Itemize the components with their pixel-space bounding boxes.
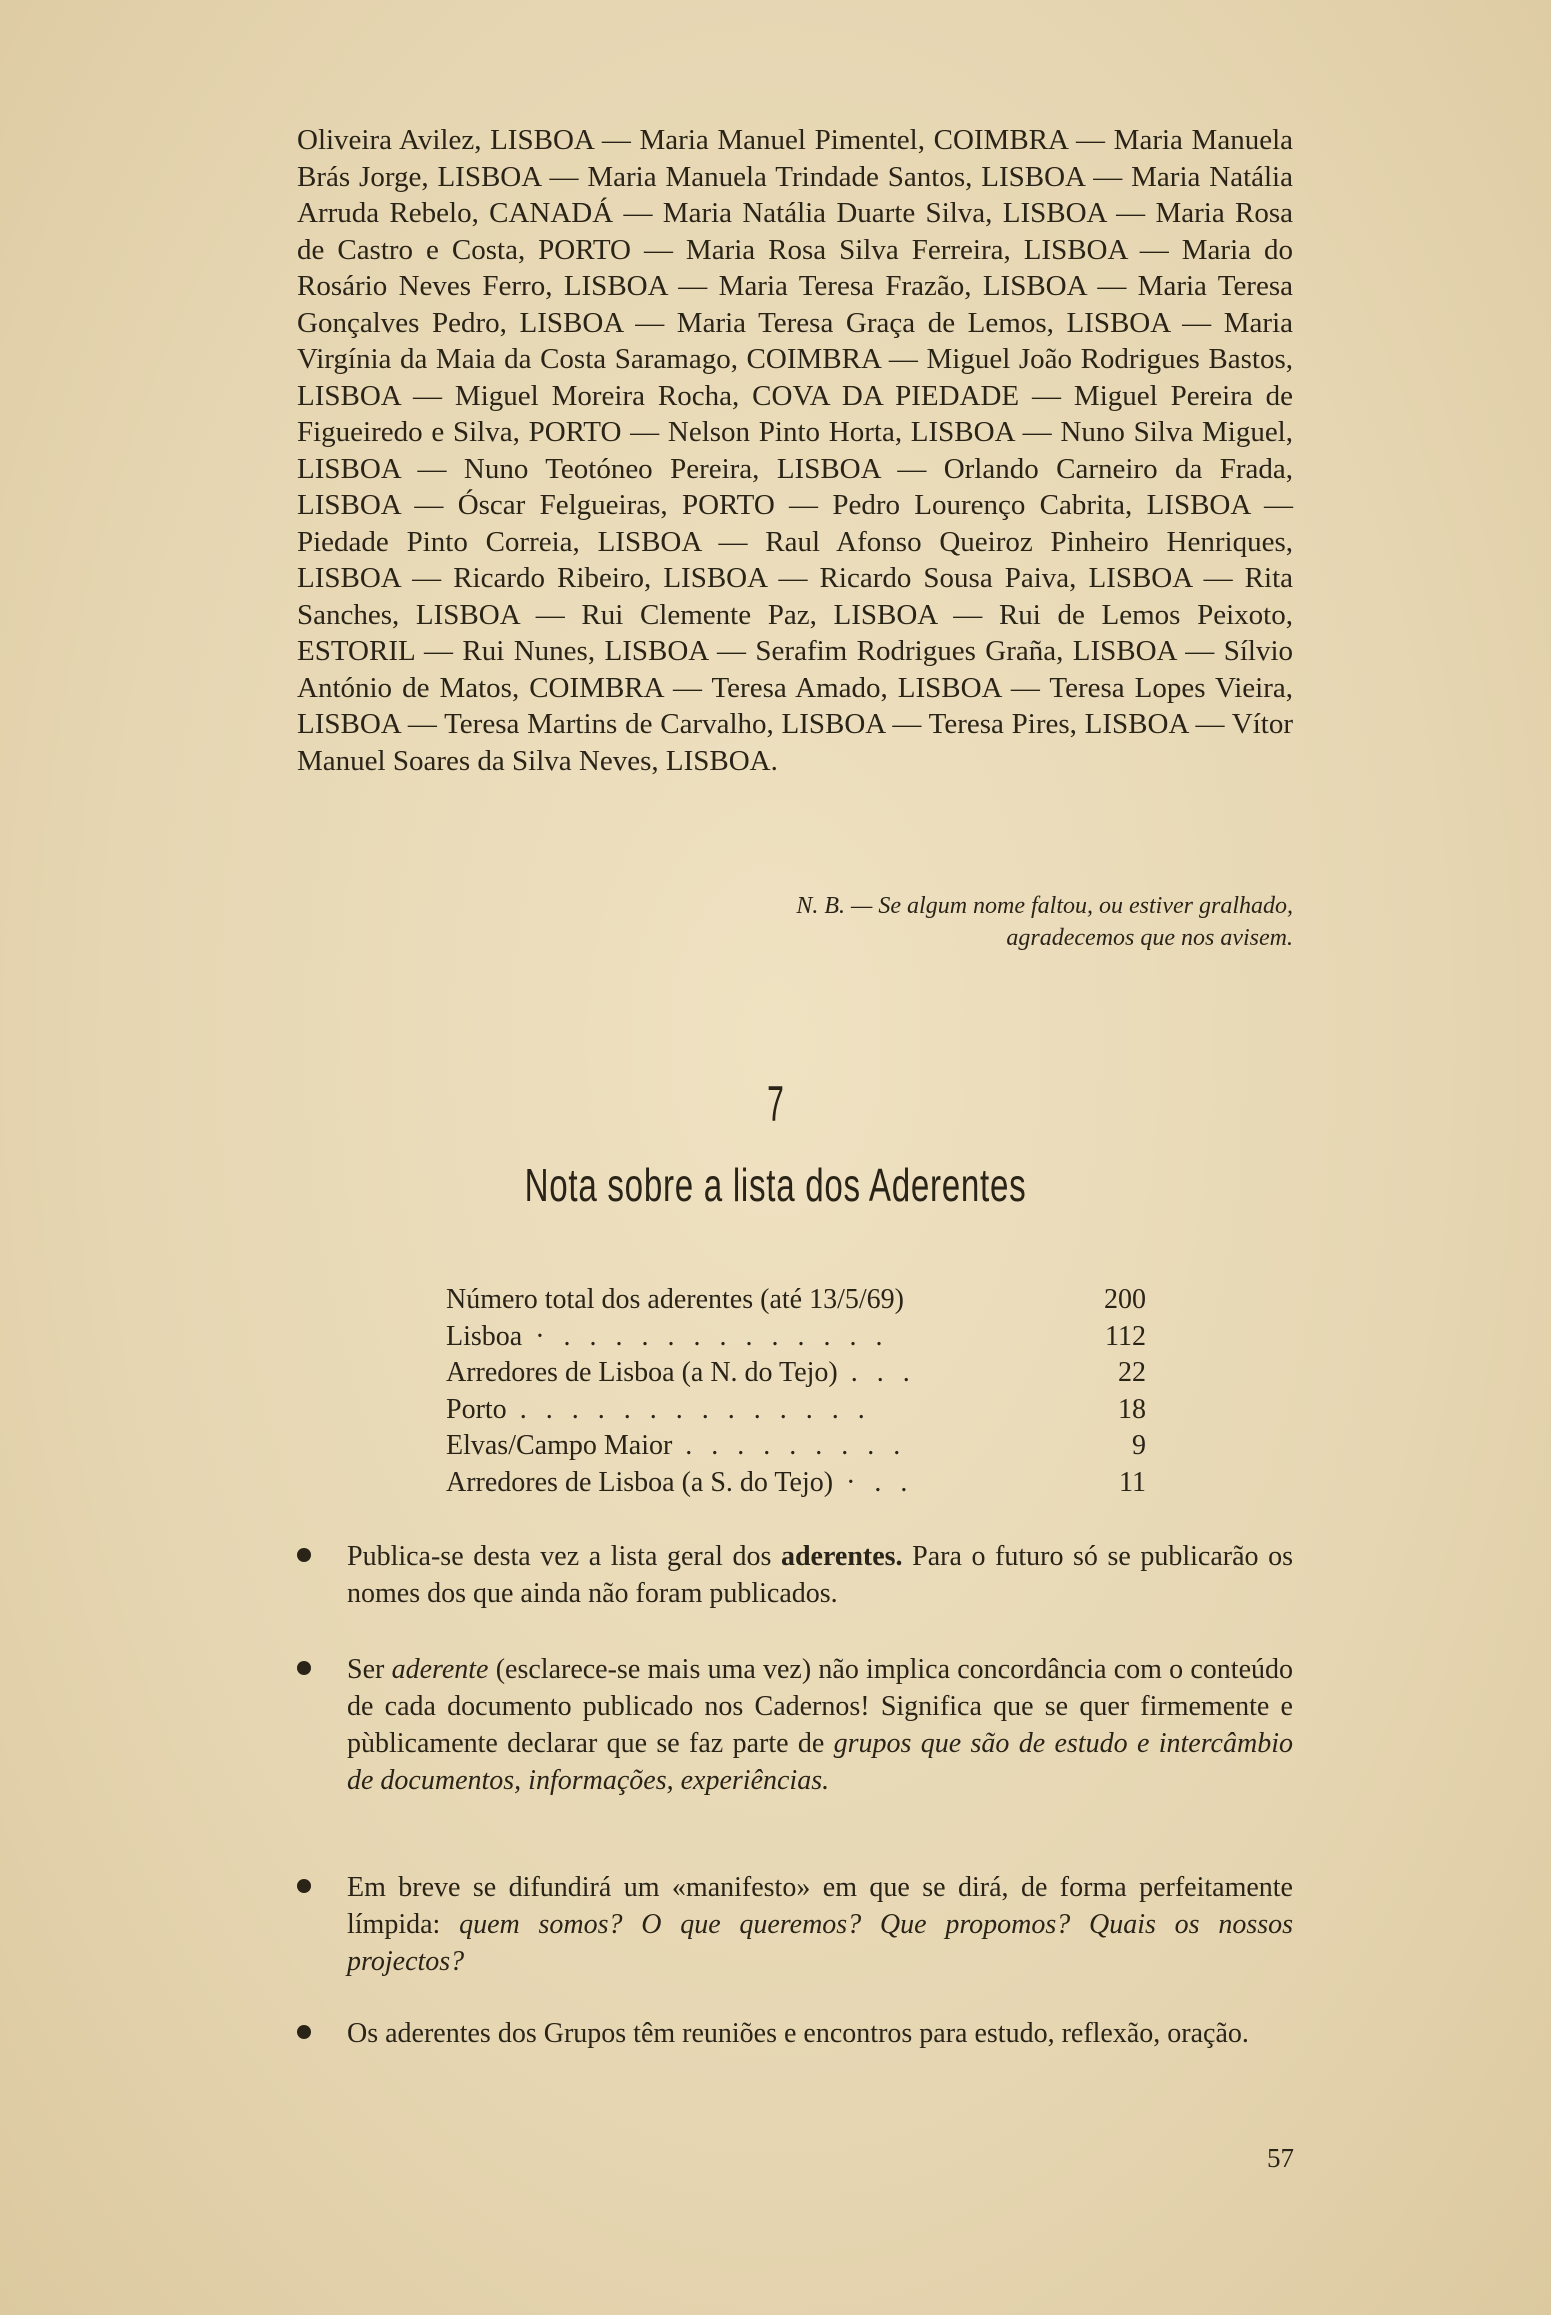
row-label: Número total dos aderentes (até 13/5/69) — [446, 1284, 904, 1315]
bullet-paragraph-1: Publica-se desta vez a lista geral dos aderentes. Para o futuro só se publicarão os nomes dos que ainda não foram publicados. — [297, 1538, 1293, 1612]
row-label: Lisboa — [446, 1320, 523, 1352]
row-value: 22 — [1118, 1357, 1146, 1388]
nota-bene — [560, 890, 1293, 954]
row-dots: . . . — [837, 1357, 916, 1388]
members-count-table — [446, 1282, 1146, 1501]
page-number: 57 — [1267, 2143, 1294, 2173]
row-value: 9 — [1132, 1430, 1146, 1461]
bullet-icon — [297, 2025, 311, 2039]
nb-line-2: agradecemos que nos avisem. — [1006, 925, 1293, 951]
row-dots: . . . . . . . . . — [672, 1430, 907, 1461]
table-row — [446, 1282, 1146, 1319]
row-value: 112 — [1105, 1320, 1146, 1352]
bullet-paragraph-4: Os aderentes dos Grupos têm reuniões e encontros para estudo, reflexão, oração. — [297, 2015, 1293, 2052]
nb-line-1: N. B. — Se algum nome faltou, ou estiver gralhado, — [796, 893, 1293, 919]
bullet-icon — [297, 1879, 311, 1893]
table-row — [446, 1465, 1146, 1502]
row-value: 11 — [1119, 1466, 1146, 1498]
table-row — [446, 1319, 1146, 1356]
bullet-paragraph-2: Ser aderente (esclarece-se mais uma vez) não implica concordância com o conteúdo de cada documento publicado nos Cadernos! Significa que se quer firmemente e pùblicamente declarar que se faz parte de grupos que são de estudo e intercâmbio de documentos, informações, experiências. — [297, 1651, 1293, 1799]
section-number: 7 — [767, 1076, 784, 1132]
row-label: Elvas/Campo Maior — [446, 1430, 673, 1461]
row-label: Arredores de Lisboa (a N. do Tejo) — [446, 1357, 838, 1388]
bullet-icon — [297, 1661, 311, 1675]
row-dots: · . . . . . . . . . . . . . — [522, 1320, 889, 1352]
row-value: 200 — [1104, 1284, 1146, 1315]
row-label: Porto — [446, 1393, 507, 1425]
table-row — [446, 1392, 1146, 1429]
row-value: 18 — [1118, 1393, 1146, 1425]
table-row — [446, 1428, 1146, 1465]
row-dots: · . . — [833, 1466, 914, 1498]
bullet-icon — [297, 1548, 311, 1562]
section-title: Nota sobre a lista dos Aderentes — [524, 1159, 1027, 1211]
bullet-paragraph-3: Em breve se difundirá um «manifesto» em que se dirá, de forma perfeitamente límpida: quem somos? O que queremos? Que propomos? Quais os nossos projectos? — [297, 1869, 1293, 1980]
row-dots: . . . . . . . . . . . . . . — [506, 1393, 871, 1425]
table-row — [446, 1355, 1146, 1392]
names-list-paragraph: Oliveira Avilez, LISBOA — Maria Manuel Pimentel, COIMBRA — Maria Manuela Brás Jorge, LISBOA — Maria Manuela Trindade Santos, LISBOA — Maria Natália Arruda Rebelo, CANADÁ — Maria Natália Duarte Silva, LISBOA — Maria Rosa de Castro e Costa, PORTO — Maria Rosa Silva Ferreira, LISBOA — Maria do Rosário Neves Ferro, LISBOA — Maria Teresa Frazão, LISBOA — Maria Teresa Gonçalves Pedro, LISBOA — Maria Teresa Graça de Lemos, LISBOA — Maria Virgínia da Maia da Costa Saramago, COIMBRA — Miguel João Rodrigues Bastos, LISBOA — Miguel Moreira Rocha, COVA DA PIEDADE — Miguel Pereira de Figueiredo e Silva, PORTO — Nelson Pinto Horta, LISBOA — Nuno Silva Miguel, LISBOA — Nuno Teotóneo Pereira, LISBOA — Orlando Carneiro da Frada, LISBOA — Óscar Felgueiras, PORTO — Pedro Lourenço Cabrita, LISBOA — Piedade Pinto Correia, LISBOA — Raul Afonso Queiroz Pinheiro Henriques, LISBOA — Ricardo Ribeiro, LISBOA — Ricardo Sousa Paiva, LISBOA — Rita Sanches, LISBOA — Rui Clemente Paz, LISBOA — Rui de Lemos Peixoto, ESTORIL — Rui Nunes, LISBOA — Serafim Rodrigues Graña, LISBOA — Sílvio António de Matos, COIMBRA — Teresa Amado, LISBOA — Teresa Lopes Vieira, LISBOA — Teresa Martins de Carvalho, LISBOA — Teresa Pires, LISBOA — Vítor Manuel Soares da Silva Neves, LISBOA. — [297, 124, 1293, 777]
row-label: Arredores de Lisboa (a S. do Tejo) — [446, 1466, 834, 1498]
